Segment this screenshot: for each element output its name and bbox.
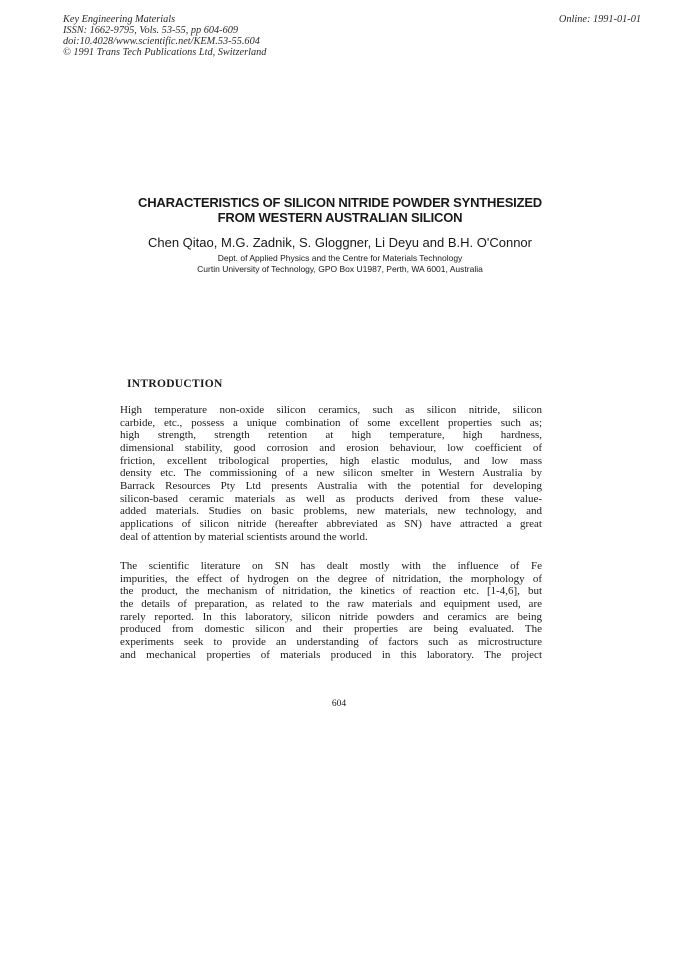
affiliation-line-1: Dept. of Applied Physics and the Centre for Materials Technology [217, 253, 463, 263]
title-line-1: CHARACTERISTICS OF SILICON NITRIDE POWDER SYNTHESIZED [138, 195, 542, 210]
affiliation [100, 253, 580, 275]
paragraph-line: added materials. Studies on basic problems, new materials, new technology, and [120, 505, 542, 518]
paragraph-line: the details of preparation, as related to the raw materials and equipment used, are [120, 597, 542, 610]
paragraph-line: silicon-based ceramic materials as well as products derived from these value- [120, 492, 542, 505]
copyright-line: © 1991 Trans Tech Publications Ltd, Switzerland [63, 47, 267, 58]
section-heading-introduction: INTRODUCTION [127, 378, 223, 390]
paragraph-line: deal of attention by material scientists around the world. [120, 530, 368, 543]
paragraph-line: impurities, the effect of hydrogen on the degree of nitridation, the morphology of [120, 572, 542, 585]
paragraph-1 [120, 404, 542, 543]
journal-name: Key Engineering Materials [63, 14, 176, 25]
paragraph-line: experiments seek to provide an understanding of factors such as microstructure [120, 635, 542, 648]
paragraph-line: density etc. The commissioning of a new silicon smelter in Western Australia by [120, 467, 542, 480]
paper-title [100, 195, 580, 225]
online-date: Online: 1991-01-01 [558, 14, 641, 25]
paragraph-line: and mechanical properties of materials produced in this laboratory. The project [120, 648, 542, 661]
paragraph-line: friction, excellent tribological properties, high elastic modulus, and low mass [120, 454, 542, 467]
paragraph-line: rarely reported. In this laboratory, silicon nitride powders and ceramics are being [120, 610, 542, 623]
paragraph-line: produced from domestic silicon and their properties are being evaluated. The [120, 623, 542, 636]
paragraph-line: carbide, etc., possess a unique combination of some excellent properties such as; [120, 416, 542, 429]
title-line-2: FROM WESTERN AUSTRALIAN SILICON [217, 210, 463, 225]
paragraph-line: high strength, strength retention at high temperature, high hardness, [120, 429, 542, 442]
issn-line: ISSN: 1662-9795, Vols. 53-55, pp 604-609 [63, 25, 239, 36]
paragraph-2 [120, 560, 542, 661]
paragraph-line: the product, the mechanism of nitridation, the kinetics of reaction etc. [1-4,6], but [120, 585, 542, 598]
page-number: 604 [331, 699, 347, 709]
paragraph-line: The scientific literature on SN has dealt mostly with the influence of Fe [120, 560, 542, 572]
paragraph-line: Barrack Resources Pty Ltd presents Australia with the potential for developing [120, 479, 542, 492]
journal-header [63, 14, 266, 58]
paragraph-line: dimensional stability, good corrosion and erosion behaviour, low coefficient of [120, 441, 542, 454]
paragraph-line: High temperature non-oxide silicon ceramics, such as silicon nitride, silicon [120, 404, 542, 416]
paragraph-line: applications of silicon nitride (hereafter abbreviated as SN) have attracted a great [120, 517, 542, 530]
author-list: Chen Qitao, M.G. Zadnik, S. Gloggner, Li Deyu and B.H. O'Connor [147, 235, 532, 250]
affiliation-line-2: Curtin University of Technology, GPO Box U1987, Perth, WA 6001, Australia [197, 264, 483, 274]
doi-line: doi:10.4028/www.scientific.net/KEM.53-55.604 [63, 36, 260, 47]
